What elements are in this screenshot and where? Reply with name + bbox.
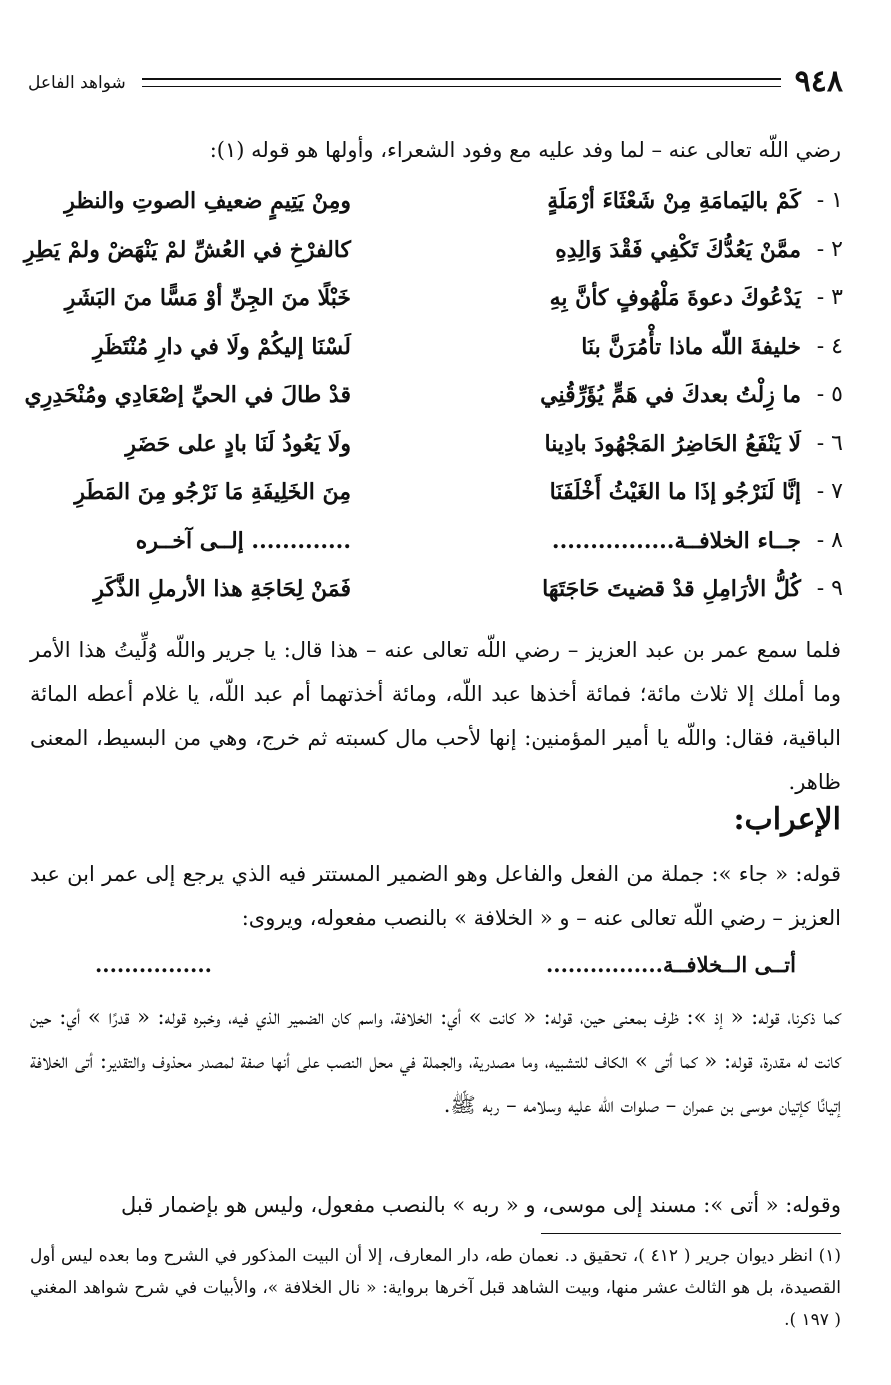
- section-heading: الإعراب:: [733, 802, 841, 837]
- verse: [31, 328, 843, 377]
- verse-second-hemistich: ............. إلــى آخــره: [135, 527, 351, 554]
- verse-second-hemistich: خَبْلًا منَ الجِنِّ أوْ مَسًّا منَ البَشَرِ: [64, 285, 351, 311]
- verse-number: ٢ -: [816, 236, 843, 262]
- poem: [23, 182, 843, 619]
- verse-number: ٦ -: [816, 430, 843, 456]
- verse: [24, 376, 843, 425]
- variant-second-hemistich: ................: [95, 952, 212, 977]
- verse: [31, 425, 843, 474]
- verse-first-hemistich: خليفةَ اللّه ماذا تأْمُرَنَّ بنَا: [581, 333, 801, 360]
- verse-first-hemistich: جــاء الخلافــة................: [551, 527, 801, 554]
- verse-second-hemistich: ومِنْ يَتِيمٍ ضعيفِ الصوتِ والنظرِ: [64, 188, 351, 214]
- verse-second-hemistich: قدْ طالَ في الحيِّ إصْعَادِي ومُنْحَدِرِي: [24, 382, 351, 408]
- verse-first-hemistich: يَدْعُوكَ دعوةَ مَلْهُوفٍ كأنَّ بِهِ: [549, 285, 801, 311]
- header-rule: [142, 78, 781, 87]
- grammar-paragraph: قوله: « جاء »: جملة من الفعل والفاعل وهو الضمير المستتر فيه الذي يرجع إلى عمر ابن عبد العزيز – رضي اللّه تعالى عنه – و « الخلافة » بالنصب مفعوله، ويروى:: [30, 862, 841, 930]
- verse: [31, 473, 843, 522]
- verse-first-hemistich: لَا يَنْفَعُ الحَاضِرُ المَجْهُودَ بادِينا: [544, 430, 801, 457]
- verse-number: ١ -: [816, 188, 843, 213]
- verse: [31, 279, 843, 328]
- verse-first-hemistich: ممَّنْ يَعُدُّكَ تَكْفِي فَقْدَ وَالِدِهِ: [555, 236, 801, 263]
- verse-first-hemistich: كَمْ باليَمامَةِ مِنْ شَعْثَاءَ أرْمَلَةٍ: [547, 188, 801, 214]
- page-number: ٩٤٨: [794, 64, 843, 99]
- verse: [23, 231, 843, 280]
- variant-first-hemistich: أتــى الــخلافــة................: [545, 952, 796, 977]
- verse-number: ٨ -: [816, 527, 843, 553]
- verse-first-hemistich: إنَّا لَنَرْجُو إذَا ما الغَيْثُ أَخْلَفَنَا: [549, 479, 801, 505]
- verse: [31, 182, 843, 231]
- verse-second-hemistich: مِنَ الخَلِيفَةِ مَا نَرْجُو مِنَ المَطَرِ: [74, 479, 351, 505]
- verse-number: ٥ -: [816, 382, 843, 407]
- verse-second-hemistich: ولَا يَعُودُ لَنَا بادٍ على حَضَرِ: [125, 430, 351, 457]
- commentary-paragraph: فلما سمع عمر بن عبد العزيز – رضي اللّه تعالى عنه – هذا قال: يا جرير واللّه وُلِّيتُ هذا الأمر وما أملك إلا ثلاث مائة؛ فمائة أخذها عبد اللّه، ومائة أخذتهما أم عبد اللّه، يا غلام أعطه المائة الباقية، فقال: واللّه يا أمير المؤمنين: إنها لأحب مال كسبته ثم خرج، وهي من البسيط، المعنى ظاهر.: [30, 638, 841, 794]
- variant-verse: [95, 948, 796, 988]
- verse: [31, 570, 843, 619]
- verse-number: ٣ -: [816, 285, 843, 310]
- verse: [31, 522, 843, 571]
- intro-line: رضي اللّه تعالى عنه – لما وفد عليه مع وفود الشعراء، وأولها هو قوله (١):: [209, 138, 841, 162]
- verse-number: ٧ -: [816, 479, 843, 504]
- verse-number: ٤ -: [816, 333, 843, 359]
- verse-second-hemistich: كالفرْخِ في العُشِّ لمْ يَنْهَضْ ولمْ يَطِرِ: [23, 236, 351, 263]
- running-title: شواهد الفاعل: [28, 73, 126, 93]
- verse-second-hemistich: لَسْنَا إليكُمْ ولَا في دارِ مُنْتَظَرِ: [92, 333, 351, 360]
- verse-second-hemistich: فَمَنْ لِحَاجَةِ هذا الأرملِ الذَّكَرِ: [93, 576, 351, 602]
- verse-first-hemistich: كُلُّ الأرَامِلِ قدْ قضيتَ حَاجَتَهَا: [542, 576, 801, 602]
- page-header: [28, 62, 843, 102]
- grammar-paragraph: كما ذكرنا، قوله: « إذ »: ظرف بمعنى حين، قوله: « كانت » أي: الخلافة، واسم كان الضمير الذي فيه، وخبره قوله: « قدرًا » أي: حين كانت له مقدرة، قوله: « كما أتى » الكاف للتشبيه، وما مصدرية، والجملة في محل النصب على أنها صفة لمصدر محذوف والتقدير: أتى الخلافة إتيانًا كإتيان موسى بن عمران – صلوات اللّه عليه وسلامه – ربه ﷺ.: [30, 1005, 841, 1117]
- footnote-divider: [541, 1233, 841, 1234]
- verse-first-hemistich: ما زِلْتُ بعدكَ في هَمٍّ يُؤَرِّقُنِي: [540, 382, 801, 408]
- footnote: (١) انظر ديوان جرير ( ٤١٢ )، تحقيق د. نعمان طه، دار المعارف، إلا أن البيت المذكور في الشرح وما بعده ليس أول القصيدة، بل هو الثالث عشر منها، وبيت الشاهد قبل آخرها برواية: « نال الخلافة »، والأبيات في شرح شواهد المغني ( ١٩٧ ).: [30, 1246, 841, 1330]
- grammar-paragraph: وقوله: « أتى »: مسند إلى موسى، و « ربه » بالنصب مفعول، وليس هو بإضمار قبل: [121, 1193, 841, 1217]
- verse-number: ٩ -: [816, 576, 843, 601]
